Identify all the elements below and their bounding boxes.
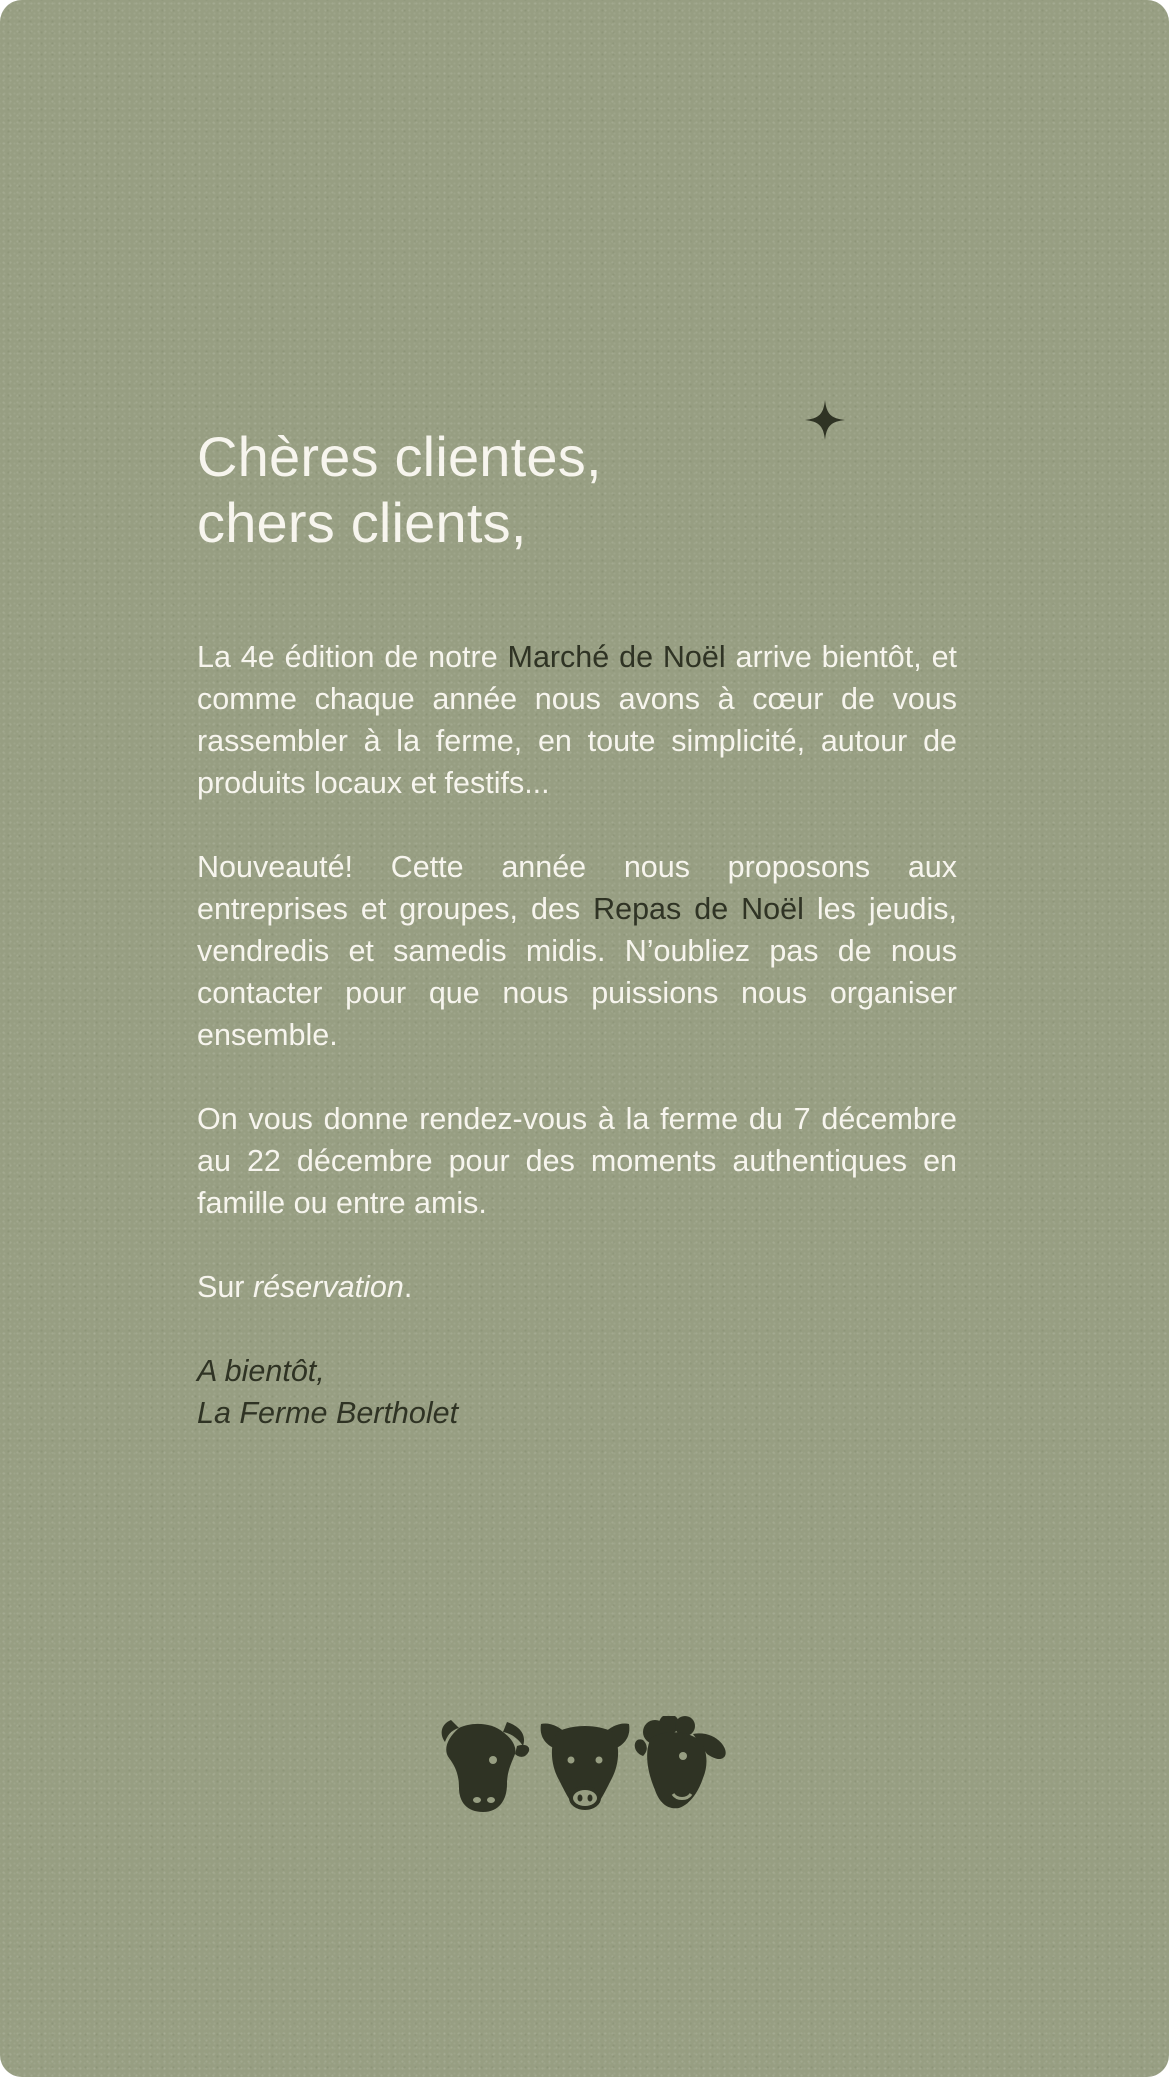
signature-line-2: La Ferme Bertholet [197, 1396, 459, 1430]
signature [197, 1350, 957, 1434]
title-line-2: chers clients, [197, 491, 527, 554]
paragraph-christmas-market [197, 636, 957, 804]
cow-head-icon [442, 1720, 530, 1812]
reservation-word: réservation [252, 1270, 404, 1304]
paragraph-text: arrive bientôt, et comme chaque année nous avons à cœur de vous rassembler à la ferme, en toute simplicité, autour de produits locaux et festifs... [197, 640, 958, 800]
paragraph-dates: On vous donne rendez-vous à la ferme du 7 décembre au 22 décembre pour des moments authentiques en famille ou entre amis. [197, 1102, 957, 1220]
paragraph-reservation [197, 1266, 957, 1308]
letter-title [197, 424, 957, 556]
title-line-1: Chères clientes, [197, 425, 602, 488]
paragraph-text: La 4e édition de notre [197, 640, 508, 674]
signature-line-1: A bientôt, [197, 1354, 325, 1388]
sheep-head-icon [635, 1716, 726, 1808]
paragraph-christmas-meals [197, 846, 957, 1056]
paragraph-text: Nouveauté! Cette année nous proposons aux entreprises et groupes, des [197, 850, 957, 926]
paragraph-text: Sur [197, 1270, 253, 1304]
highlight-repas-de-noel: Repas de Noël [593, 892, 804, 926]
paragraph-text: les jeudis, vendredis et samedis midis. N’oubliez pas de nous contacter pour que nous puissions nous organiser ensemble. [197, 892, 958, 1052]
highlight-marche-de-noel: Marché de Noël [507, 640, 726, 674]
paragraph-text: . [403, 1270, 413, 1304]
farm-animals-logo [437, 1716, 729, 1816]
letter-content [197, 424, 957, 1434]
pig-head-icon [541, 1723, 630, 1810]
